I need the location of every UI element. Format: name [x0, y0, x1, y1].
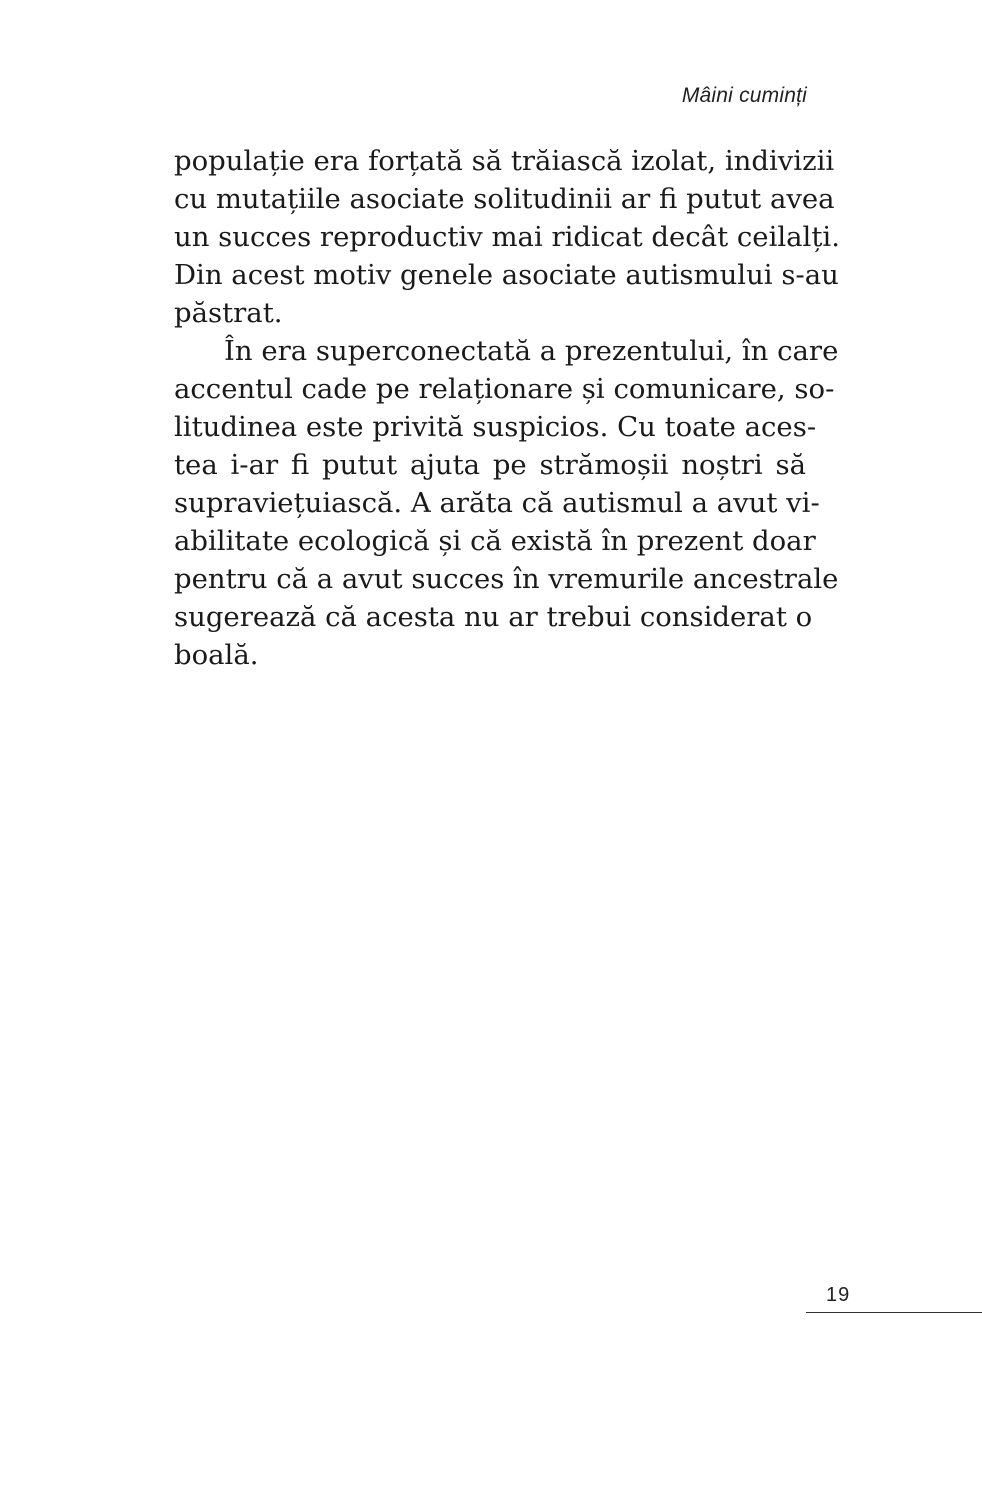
page-number-rule	[806, 1312, 982, 1313]
paragraph-2	[174, 332, 839, 674]
text-line: tea i-ar fi putut ajuta pe strămoșii noștri să	[174, 449, 806, 481]
page-number: 19	[826, 1284, 851, 1306]
running-header-title: Mâini cuminți	[681, 84, 807, 107]
text-line: Din acest motiv genele asociate autismului s-au	[174, 259, 839, 291]
text-line: cu mutațiile asociate solitudinii ar fi putut avea	[174, 183, 835, 215]
text-line: supraviețuiască. A arăta că autismul a avut vi-	[174, 487, 820, 519]
text-line: un succes reproductiv mai ridicat decât ceilalți.	[174, 221, 840, 253]
text-line: litudinea este privită suspicios. Cu toate aces-	[174, 411, 817, 443]
text-line: păstrat.	[174, 297, 283, 329]
body-text	[174, 142, 840, 674]
text-line: În era superconectată a prezentului, în care	[224, 335, 839, 367]
text-line: sugerează că acesta nu ar trebui considerat o	[174, 601, 813, 633]
text-line: boală.	[174, 639, 259, 671]
text-line: accentul cade pe relaționare și comunicare, so-	[174, 373, 835, 405]
text-line: abilitate ecologică și că există în prezent doar	[174, 525, 816, 557]
paragraph-1	[174, 142, 840, 332]
text-line: pentru că a avut succes în vremurile ancestrale	[174, 563, 839, 595]
text-line: populație era forțată să trăiască izolat, indivizii	[174, 145, 835, 177]
